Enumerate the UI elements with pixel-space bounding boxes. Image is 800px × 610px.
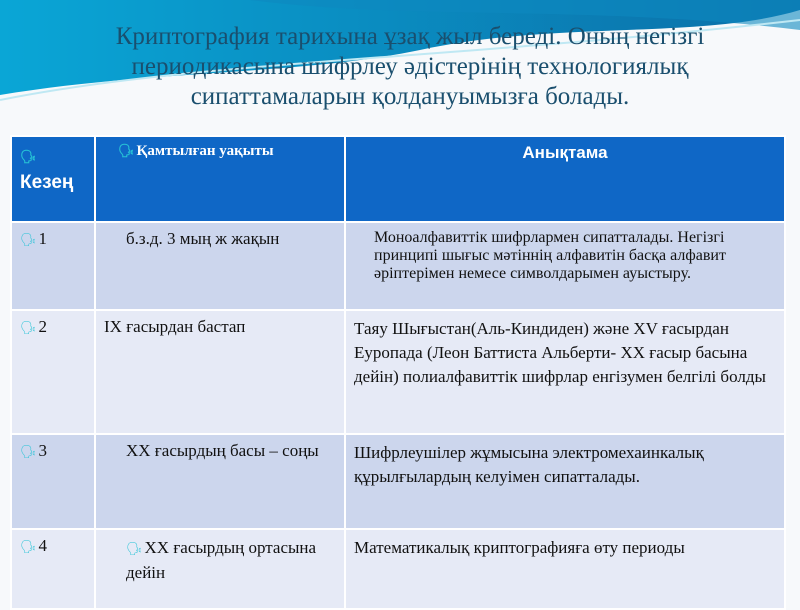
speaker-bullet-icon: 🗣 [20, 444, 37, 459]
definition-cell: Математикалық криптографияға өту периоды [345, 529, 785, 609]
header-period [11, 136, 95, 222]
definition-cell: Таяу Шығыстан(Аль-Киндиден) және XV ғасырдан Еуропада (Леон Баттиста Альберти- XX ғасыр басына дейін) полиалфавиттік шифрлар енгізумен белгілі болды [345, 310, 785, 434]
speaker-bullet-icon: 🗣 [126, 541, 143, 556]
table-header-row [11, 136, 785, 222]
time-cell: XX ғасырдың басы – соңы [95, 434, 345, 529]
header-period-label: Кезең [20, 172, 74, 193]
header-time [95, 136, 345, 222]
speaker-bullet-icon: 🗣 [20, 232, 37, 247]
header-time-label: Қамтылған уақыты [136, 143, 274, 159]
table-row [11, 222, 785, 310]
time-cell: б.з.д. 3 мың ж жақын [95, 222, 345, 310]
speaker-bullet-icon: 🗣 [20, 320, 37, 335]
period-cell [11, 529, 95, 609]
table-row [11, 310, 785, 434]
period-cell [11, 310, 95, 434]
table-row [11, 434, 785, 529]
period-value: 2 [38, 317, 48, 336]
time-value: XX ғасырдың ортасына дейін [126, 538, 317, 582]
time-cell [95, 529, 345, 609]
period-value: 1 [38, 229, 48, 248]
definition-cell: Моноалфавиттік шифрлармен сипатталады. Негізгі принципі шығыс мәтіннің алфавитін басқа алфавит әріптерімен немесе символдарымен ауыстыру. [345, 222, 785, 310]
header-definition: Анықтама [345, 136, 785, 222]
period-value: 4 [38, 536, 48, 555]
table-row [11, 529, 785, 609]
period-cell [11, 222, 95, 310]
crypto-periods-table [10, 135, 786, 610]
slide-title: Криптография тарихына ұзақ жыл береді. Оның негізгі периодикасына шифрлеу әдістерінің технологиялық сипаттамаларын қолдануымызға болады. [115, 23, 705, 110]
definition-cell: Шифрлеушілер жұмысына электромехаинкалық құрылғылардың келуімен сипатталады. [345, 434, 785, 529]
speaker-bullet-icon: 🗣 [20, 149, 37, 164]
period-value: 3 [38, 441, 48, 460]
period-cell [11, 434, 95, 529]
speaker-bullet-icon: 🗣 [20, 539, 37, 554]
time-cell: IX ғасырдан бастап [95, 310, 345, 434]
speaker-bullet-icon: 🗣 [118, 143, 135, 158]
